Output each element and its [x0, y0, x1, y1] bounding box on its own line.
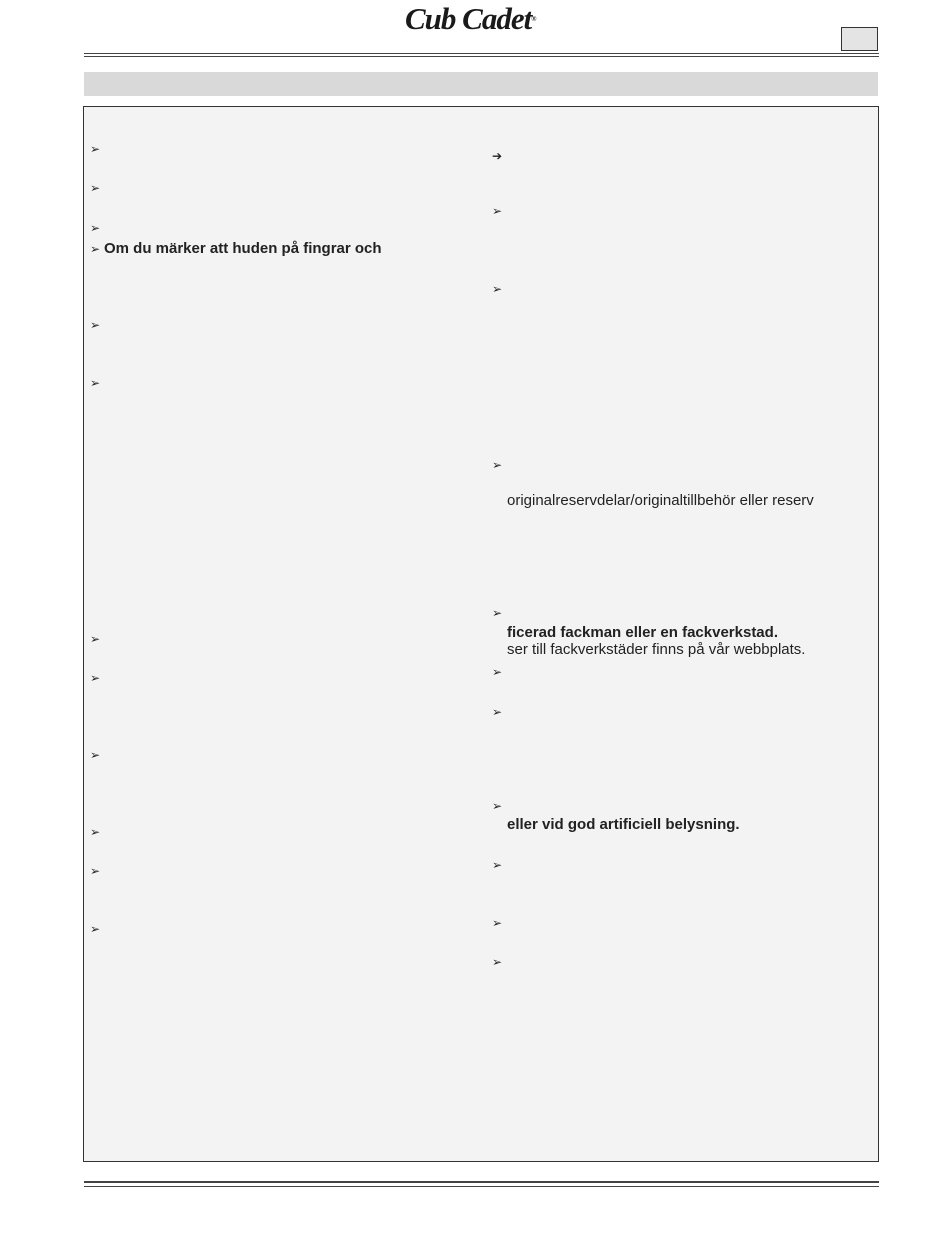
left-bold-item: Om du märker att huden på fingrar och: [104, 240, 382, 257]
right-arrow-icon: ➔: [492, 149, 503, 163]
right-text-belysning: eller vid god artificiell belysning.: [507, 816, 740, 833]
chevron-bullet-icon: ➢: [90, 181, 101, 195]
chevron-bullet-icon: ➢: [492, 799, 503, 813]
chevron-bullet-icon: ➢: [492, 916, 503, 930]
chevron-bullet-icon: ➢: [90, 376, 101, 390]
right-text-originalreservdelar: originalreservdelar/originaltillbehör eller reserv: [507, 492, 814, 509]
chevron-bullet-icon: ➢: [492, 606, 503, 620]
chevron-bullet-icon: ➢: [90, 142, 101, 156]
chevron-bullet-icon: ➢: [90, 864, 101, 878]
right-text-fackverkstader: ser till fackverkstäder finns på vår webbplats.: [507, 641, 806, 658]
chevron-bullet-icon: ➢: [90, 242, 101, 256]
right-text-fackman: ficerad fackman eller en fackverkstad.: [507, 624, 778, 641]
chevron-bullet-icon: ➢: [492, 955, 503, 969]
chevron-bullet-icon: ➢: [90, 748, 101, 762]
page-number-box: [841, 27, 878, 51]
chevron-bullet-icon: ➢: [90, 825, 101, 839]
chevron-bullet-icon: ➢: [492, 858, 503, 872]
chevron-bullet-icon: ➢: [90, 632, 101, 646]
chevron-bullet-icon: ➢: [90, 922, 101, 936]
footer-rule: [84, 1181, 879, 1183]
section-title-bar: [84, 72, 878, 96]
chevron-bullet-icon: ➢: [90, 221, 101, 235]
chevron-bullet-icon: ➢: [492, 458, 503, 472]
chevron-bullet-icon: ➢: [90, 318, 101, 332]
chevron-bullet-icon: ➢: [492, 665, 503, 679]
chevron-bullet-icon: ➢: [90, 671, 101, 685]
chevron-bullet-icon: ➢: [492, 282, 503, 296]
header-rule: [84, 53, 879, 54]
footer-rule-secondary: [84, 1186, 879, 1187]
cub-cadet-logo: Cub Cadet®: [405, 1, 537, 36]
header-rule-secondary: [84, 56, 879, 57]
chevron-bullet-icon: ➢: [492, 204, 503, 218]
chevron-bullet-icon: ➢: [492, 705, 503, 719]
